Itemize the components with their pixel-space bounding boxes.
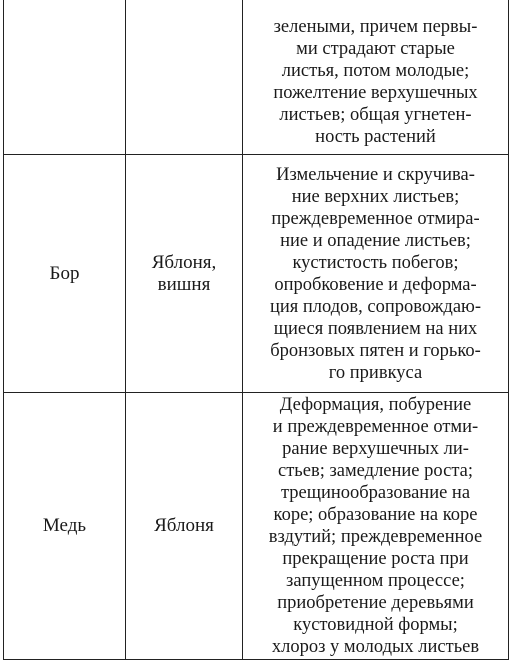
symptom-line: прекращение роста при [282, 549, 469, 569]
symptom-line: Измельчение и скручива- [276, 164, 475, 185]
symptom-line: рание верхушечных ли- [282, 439, 469, 459]
symptom-line: запущенном процессе; [286, 571, 465, 591]
culture-cell [126, 155, 243, 393]
symptom-line: листьев; общая угнетен- [279, 105, 472, 125]
symptom-line: кустистость побегов; [292, 252, 459, 273]
symptom-line: хлороз у молодых листьев [271, 637, 480, 657]
element-cell: Медь [4, 393, 126, 660]
symptom-line: опробковение и деформа- [274, 274, 477, 295]
symptoms-cell [243, 0, 509, 155]
symptom-line: вздутий; преждевременное [268, 527, 483, 547]
table-row [4, 0, 509, 155]
symptom-line: ми страдают старые [296, 39, 455, 59]
symptom-line: Деформация, побурение [279, 395, 472, 415]
symptoms-cell [243, 155, 509, 393]
symptom-line: приобретение деревьями [277, 593, 474, 613]
element-cell [4, 0, 126, 155]
symptom-line: ция плодов, сопровождаю- [269, 296, 482, 317]
symptom-line: стьев; замедление роста; [278, 461, 473, 481]
element-cell: Бор [4, 155, 126, 393]
culture-cell [126, 0, 243, 155]
symptom-line: коре; образование на коре [273, 505, 478, 525]
symptom-line: ность растений [315, 127, 436, 147]
table-row [4, 393, 509, 660]
culture-line: Яблоня, [151, 251, 217, 273]
symptom-line: щиеся появлением на них [273, 318, 478, 339]
symptom-line: листья, потом молодые; [281, 61, 470, 81]
culture-line: Яблоня [154, 515, 214, 536]
symptom-line: и преждевременное отми- [272, 417, 479, 437]
deficiency-symptoms-table [3, 0, 509, 660]
symptom-line: преждевременное отмира- [271, 208, 480, 229]
symptom-line: ние верхних листьев; [291, 186, 460, 207]
symptom-line: ние и опадение листьев; [280, 230, 471, 251]
culture-line: вишня [157, 273, 211, 295]
symptom-line: трещинообразование на [280, 483, 471, 503]
culture-cell [126, 393, 243, 660]
symptoms-cell [243, 393, 509, 660]
symptom-line: кустовидной формы; [293, 615, 458, 635]
symptom-line: пожелтение верхушечных [273, 83, 478, 103]
symptom-line: зелеными, причем первы- [273, 17, 478, 37]
symptom-line: го привкуса [328, 362, 423, 383]
symptom-line: бронзовых пятен и горько- [270, 340, 481, 361]
table-row [4, 155, 509, 393]
